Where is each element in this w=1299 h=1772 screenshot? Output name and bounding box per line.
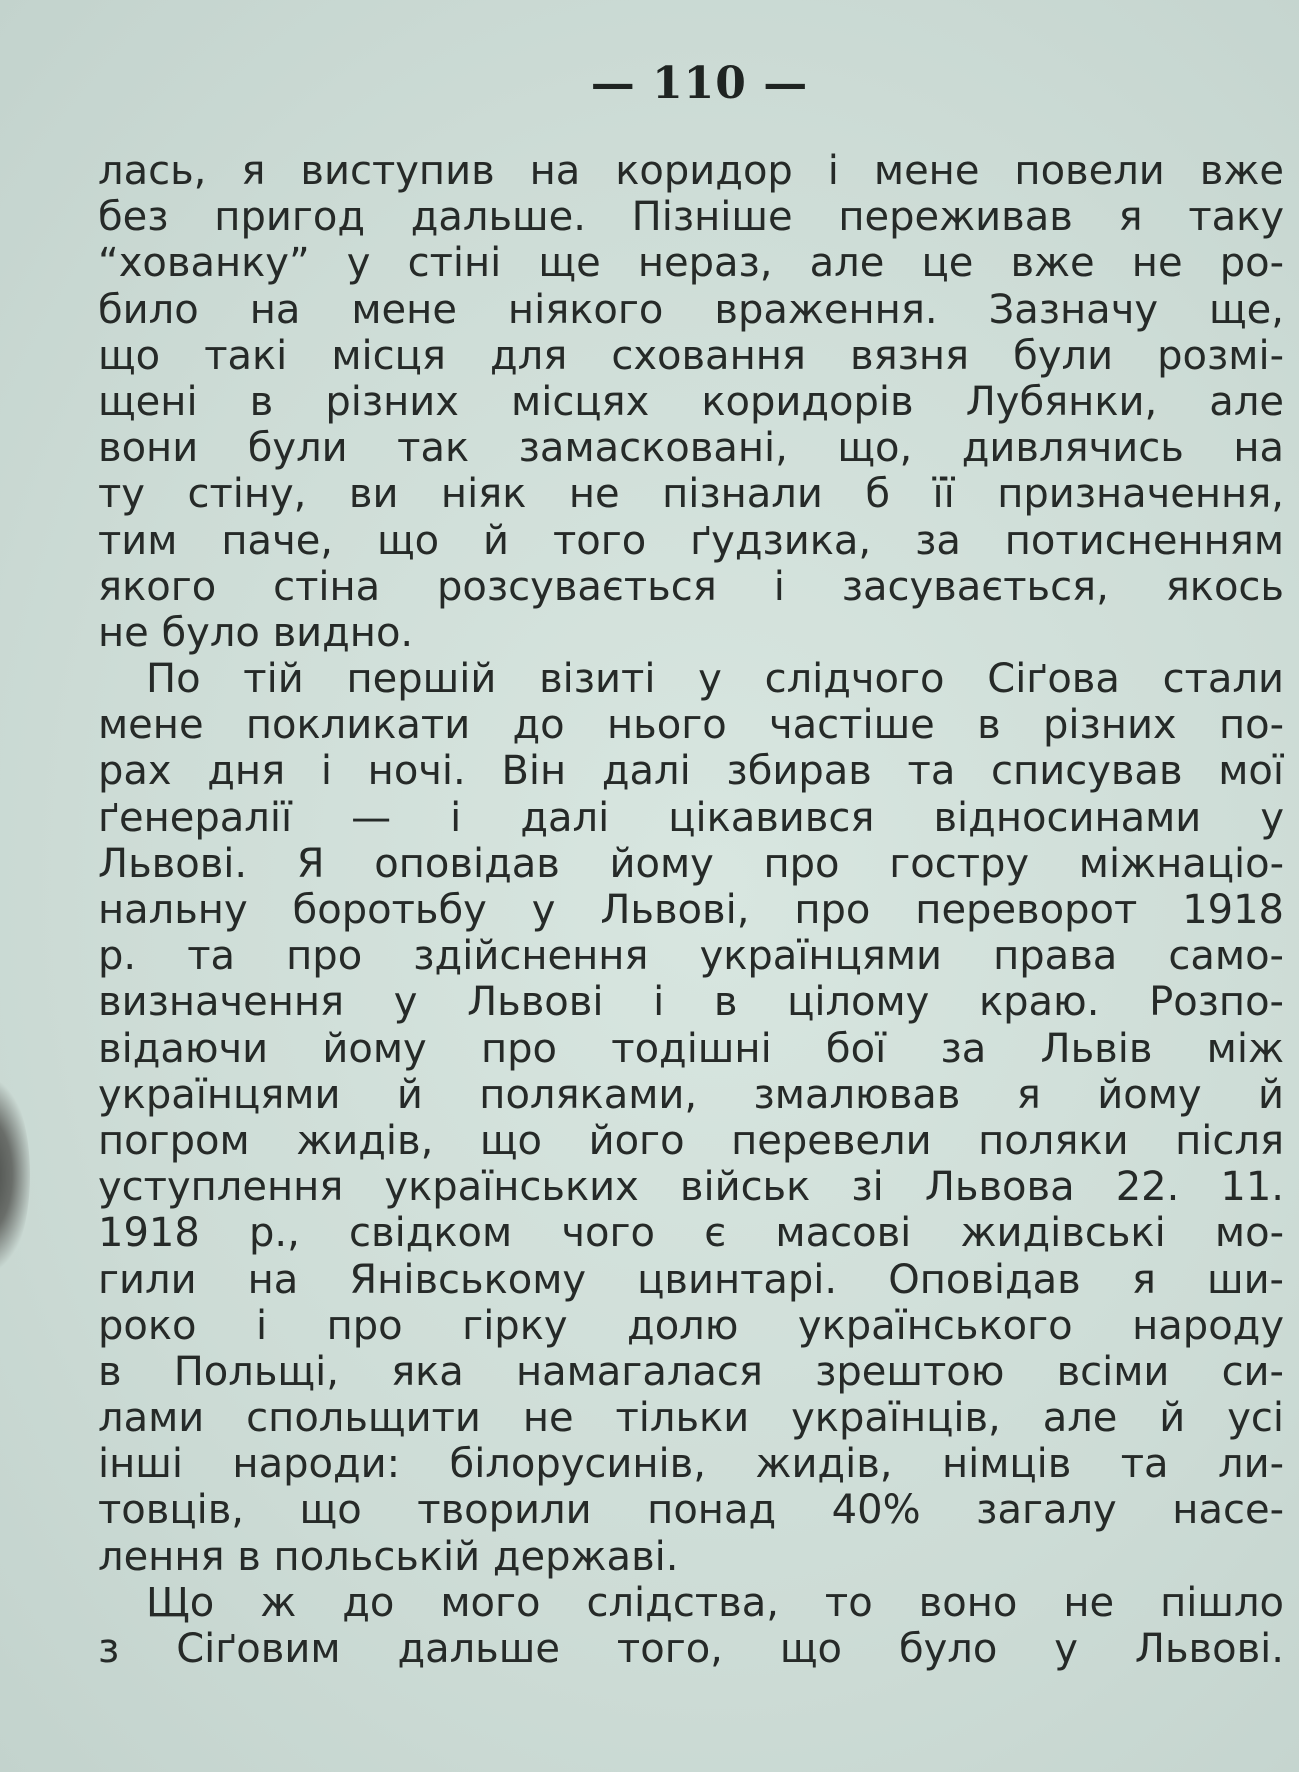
text-line: Львові. Я оповідав йому про гостру міжнаціо- — [98, 840, 1284, 887]
body-text — [98, 148, 1284, 1672]
text-line: не було видно. — [98, 609, 414, 656]
text-line: рах дня і ночі. Він далі збирав та списував мої — [98, 748, 1284, 795]
text-line: українцями й поляками, змалював я йому й — [98, 1071, 1284, 1118]
text-line: погром жидів, що його перевели поляки після — [98, 1117, 1284, 1164]
text-line: р. та про здійснення українцями права само- — [98, 933, 1284, 980]
text-line: з Сіґовим дальше того, що було у Львові. — [98, 1626, 1284, 1672]
text-line: без пригод дальше. Пізніше переживав я таку — [98, 194, 1284, 241]
text-line: інші народи: білорусинів, жидів, німців та ли- — [98, 1441, 1284, 1488]
text-line: якого стіна розсувається і засувається, якось — [98, 563, 1284, 610]
text-line: 1918 р., свідком чого є масові жидівські мо- — [98, 1210, 1284, 1257]
text-line: визначення у Львові і в цілому краю. Розпо- — [98, 979, 1284, 1026]
text-line: відаючи йому про тодішні бої за Львів між — [98, 1025, 1284, 1072]
text-line: лами спольщити не тільки українців, але й усі — [98, 1395, 1284, 1442]
text-line: Що ж до мого слідства, то воно не пішло — [146, 1579, 1284, 1626]
text-line: уступлення українських військ зі Львова 22. 11. — [98, 1164, 1284, 1211]
binding-shadow — [0, 1080, 30, 1270]
text-line: що такі місця для сховання вязня були розмі- — [98, 332, 1284, 379]
text-line: било на мене ніякого враження. Зазначу ще, — [98, 286, 1284, 333]
text-line: ґенералії — і далі цікавився відносинами у — [98, 794, 1284, 841]
text-line: лення в польській державі. — [98, 1533, 679, 1580]
text-line: мене покликати до нього частіше в різних по- — [98, 702, 1284, 749]
text-line: “хованку” у стіні ще нераз, але це вже не ро- — [98, 240, 1284, 287]
text-line: лась, я виступив на коридор і мене повели вже — [98, 148, 1284, 194]
text-line: По тій першій візиті у слідчого Сіґова стали — [146, 656, 1284, 703]
text-line: нальну боротьбу у Львові, про переворот 1918 — [98, 887, 1284, 933]
page-number: — 110 — — [590, 58, 809, 109]
text-line: в Польщі, яка намагалася зрештою всіми си- — [98, 1348, 1284, 1395]
text-line: щені в різних місцях коридорів Лубянки, але — [98, 378, 1284, 425]
text-line: ту стіну, ви ніяк не пізнали б її призначення, — [98, 471, 1284, 518]
text-line: вони були так замасковані, що, дивлячись на — [98, 425, 1284, 472]
text-line: тим паче, що й того ґудзика, за потисненням — [98, 517, 1284, 564]
text-line: гили на Янівському цвинтарі. Оповідав я ши- — [98, 1256, 1284, 1303]
text-line: товців, що творили понад 40% загалу насе- — [98, 1487, 1284, 1534]
text-line: роко і про гірку долю українського народу — [98, 1302, 1284, 1349]
